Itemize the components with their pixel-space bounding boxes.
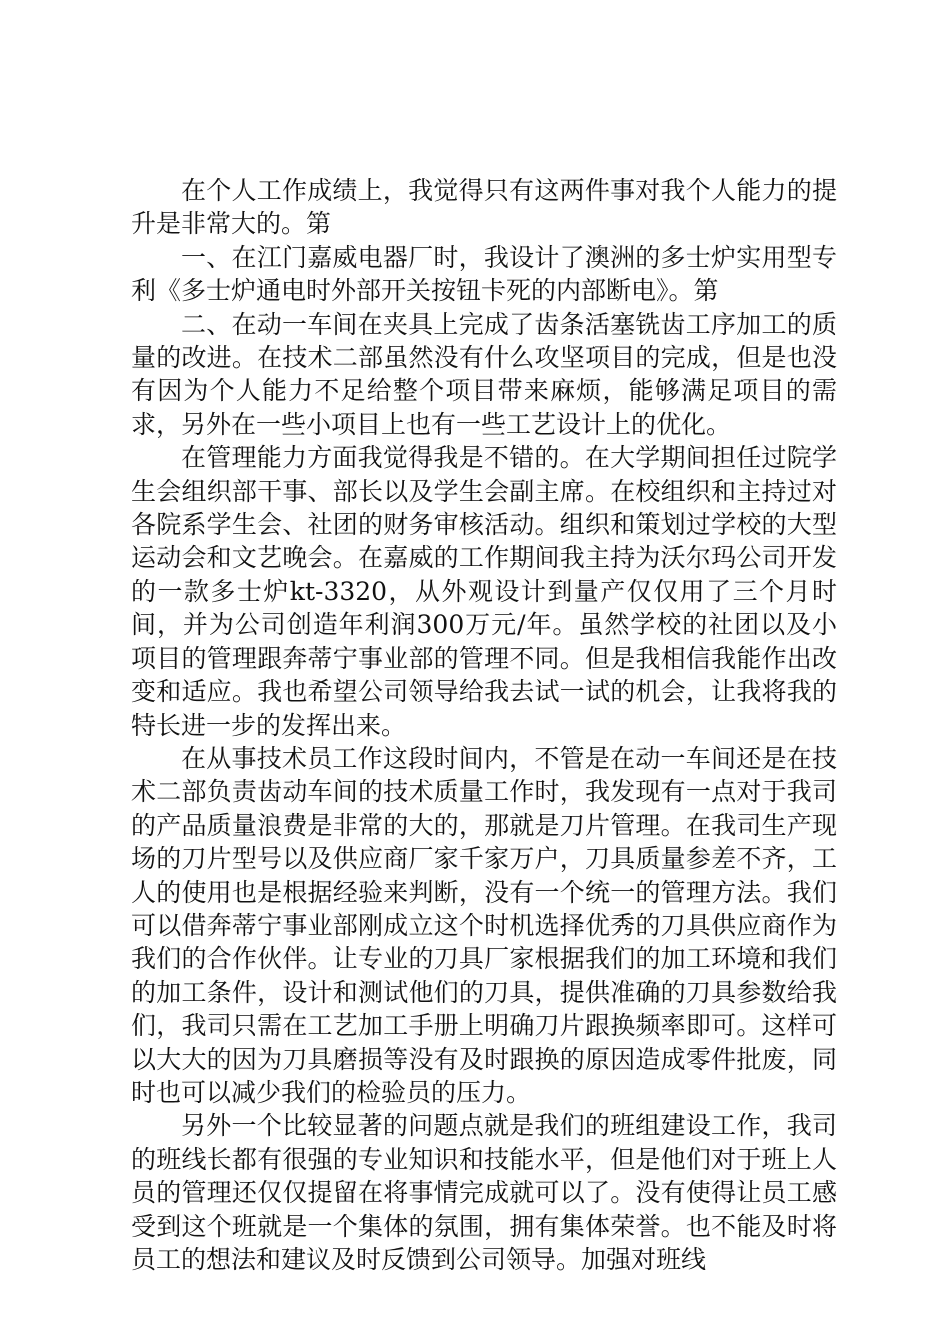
- paragraph-personal-achievements: 在个人工作成绩上，我觉得只有这两件事对我个人能力的提升是非常大的。第: [131, 176, 837, 239]
- document-body: [131, 174, 837, 1276]
- paragraph-second-achievement: 二、在动一车间在夹具上完成了齿条活塞铣齿工序加工的质量的改进。在技术二部虽然没有什么攻坚项目的完成，但是也没有因为个人能力不足给整个项目带来麻烦，能够满足项目的需求，另外在一些小项目上也有一些工艺设计上的优化。: [131, 309, 837, 439]
- paragraph-management-ability: 在管理能力方面我觉得我是不错的。在大学期间担任过院学生会组织部干事、部长以及学生会副主席。在校组织和主持过对各院系学生会、社团的财务审核活动。组织和策划过学校的大型运动会和文艺晚会。在嘉威的工作期间我主持为沃尔玛公司开发的一款多士炉kt-3320，从外观设计到量产仅仅用了三个月时间，并为公司创造年利润300万元/年。虽然学校的社团以及小项目的管理跟奔蒂宁事业部的管理不同。但是我相信我能作出改变和适应。我也希望公司领导给我去试一试的机会，让我将我的特长进一步的发挥出来。: [131, 443, 837, 740]
- paragraph-first-achievement: 一、在江门嘉威电器厂时，我设计了澳洲的多士炉实用型专利《多士炉通电时外部开关按钮卡死的内部断电》。第: [131, 242, 837, 306]
- paragraph-team-building: 另外一个比较显著的问题点就是我们的班组建设工作，我司的班线长都有很强的专业知识和技能水平，但是他们对于班上人员的管理还仅仅提留在将事情完成就可以了。没有使得让员工感受到这个班就是一个集体的氛围，拥有集体荣誉。也不能及时将员工的想法和建议及时反馈到公司领导。加强对班线: [131, 1111, 837, 1274]
- paragraph-blade-management: 在从事技术员工作这段时间内，不管是在动一车间还是在技术二部负责齿动车间的技术质量工作时，我发现有一点对于我司的产品质量浪费是非常的大的，那就是刀片管理。在我司生产现场的刀片型号以及供应商厂家千家万户，刀具质量参差不齐，工人的使用也是根据经验来判断，没有一个统一的管理方法。我们可以借奔蒂宁事业部刚成立这个时机选择优秀的刀具供应商作为我们的合作伙伴。让专业的刀具厂家根据我们的加工环境和我们的加工条件，设计和测试他们的刀具，提供准确的刀具参数给我们，我司只需在工艺加工手册上明确刀片跟换频率即可。这样可以大大的因为刀具磨损等没有及时跟换的原因造成零件批废，同时也可以减少我们的检验员的压力。: [131, 743, 837, 1107]
